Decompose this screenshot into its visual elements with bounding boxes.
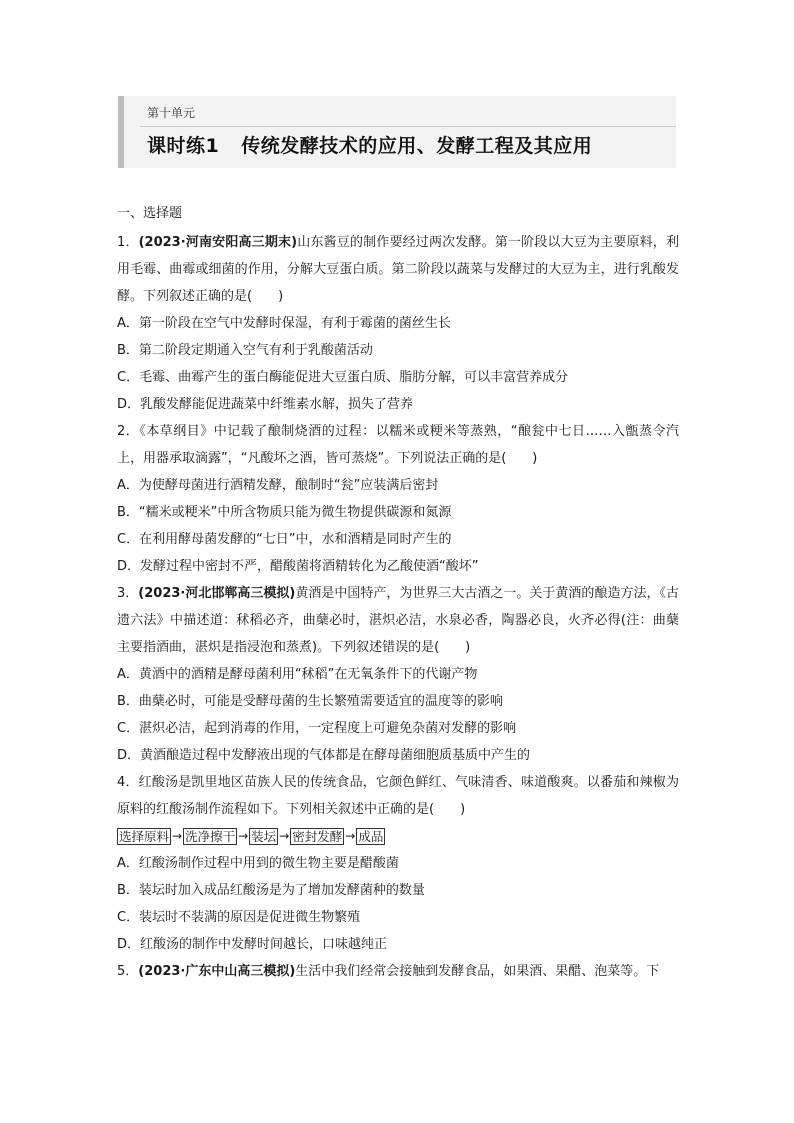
option-c: C．湛炽必洁，起到消毒的作用，一定程度上可避免杂菌对发酵的影响 [117, 721, 517, 736]
question-stem [117, 580, 679, 661]
arrow-right-icon: → [172, 829, 183, 843]
question-number: 3． [117, 586, 139, 601]
question-list [117, 229, 679, 985]
question-stem [117, 418, 679, 472]
question-stem [117, 229, 679, 310]
question-text: 山东酱豆的制作要经过两次发酵。第一阶段以大豆为主要原料，利用毛霉、曲霉或细菌的作用，分解大豆蛋白质。第二阶段以蔬菜与发酵过的大豆为主，进行乳酸发酵。下列叙述正确的是( ) [117, 235, 679, 304]
question-number: 1． [117, 235, 139, 250]
question-5 [117, 958, 679, 985]
question-source: (2023·广东中山高三模拟) [138, 964, 296, 979]
option-b: B．装坛时加入成品红酸汤是为了增加发酵菌种的数量 [117, 883, 425, 898]
arrow-right-icon: → [279, 829, 290, 843]
question-3 [117, 580, 679, 769]
flow-step: 装坛 [251, 829, 277, 844]
option-c: C．在利用酵母菌发酵的“七日”中，水和酒精是同时产生的 [117, 532, 452, 547]
question-stem [117, 769, 679, 823]
question-text: 黄酒是中国特产，为世界三大古酒之一。关于黄酒的酿造方法，《古遗六法》中描述道：秫稻必齐，曲蘖必时，湛炽必洁，水泉必香，陶器必良，火齐必得(注：曲蘖主要指酒曲，湛炽是指浸泡和蒸煮)。下列叙述错误的是( ) [117, 586, 679, 655]
flow-step: 成品 [358, 829, 384, 844]
option-a: A．红酸汤制作过程中用到的微生物主要是醋酸菌 [117, 856, 399, 871]
question-stem [117, 958, 679, 985]
question-number: 4． [117, 775, 139, 790]
option-d: D．发酵过程中密封不严，醋酸菌将酒精转化为乙酸使酒“酸坏” [117, 559, 479, 574]
option-b: B．第二阶段定期通入空气有利于乳酸菌活动 [117, 343, 373, 358]
option-d: D．乳酸发酵能促进蔬菜中纤维素水解，损失了营养 [117, 397, 414, 412]
option-b: B．曲蘖必时，可能是受酵母菌的生长繁殖需要适宜的温度等的影响 [117, 694, 503, 709]
option-a: A．第一阶段在空气中发酵时保湿，有利于霉菌的菌丝生长 [117, 316, 451, 331]
question-number: 5． [117, 964, 139, 979]
option-c: C．装坛时不装满的原因是促进微生物繁殖 [117, 910, 361, 925]
question-text: 生活中我们经常会接触到发酵食品，如果酒、果醋、泡菜等。下 [295, 964, 660, 979]
question-source: (2023·河北邯郸高三模拟) [138, 586, 296, 601]
process-flow [117, 823, 679, 850]
lesson-number: 课时练1 [147, 135, 220, 157]
option-d: D．黄酒酿造过程中发酵液出现的气体都是在酵母菌细胞质基质中产生的 [117, 748, 531, 763]
flow-step: 选择原料 [119, 829, 170, 844]
header-divider [140, 126, 676, 127]
lesson-title-text: 传统发酵技术的应用、发酵工程及其应用 [241, 135, 593, 157]
option-c: C．毛霉、曲霉产生的蛋白酶能促进大豆蛋白质、脂肪分解，可以丰富营养成分 [117, 370, 569, 385]
question-number: 2． [117, 424, 140, 439]
option-b: B．“糯米或粳米”中所含物质只能为微生物提供碳源和氮源 [117, 505, 452, 520]
arrow-right-icon: → [345, 829, 356, 843]
flow-step: 洗净擦干 [185, 829, 236, 844]
question-2 [117, 418, 679, 580]
question-source: (2023·河南安阳高三期末) [138, 235, 298, 250]
option-d: D．红酸汤的制作中发酵时间越长，口味越纯正 [117, 937, 388, 952]
option-a: A．黄酒中的酒精是酵母菌利用“秫稻”在无氧条件下的代谢产物 [117, 667, 478, 682]
question-text: 红酸汤是凯里地区苗族人民的传统食品，它颜色鲜红、气味清香、味道酸爽。以番茄和辣椒为原料的红酸汤制作流程如下。下列相关叙述中正确的是( ) [117, 775, 679, 817]
lesson-title [147, 131, 592, 158]
flow-step: 密封发酵 [292, 829, 343, 844]
section-heading: 一、选择题 [117, 206, 183, 221]
question-1 [117, 229, 679, 418]
question-text: 《本草纲目》中记载了酿制烧酒的过程：以糯米或粳米等蒸熟，“酿瓮中七日……入甑蒸令汽上，用器承取滴露”，“凡酸坏之酒，皆可蒸烧”。下列说法正确的是( ) [117, 424, 679, 466]
arrow-right-icon: → [238, 829, 249, 843]
unit-label: 第十单元 [147, 106, 196, 120]
option-a: A．为使酵母菌进行酒精发酵，酿制时“瓮”应装满后密封 [117, 478, 439, 493]
question-4 [117, 769, 679, 958]
